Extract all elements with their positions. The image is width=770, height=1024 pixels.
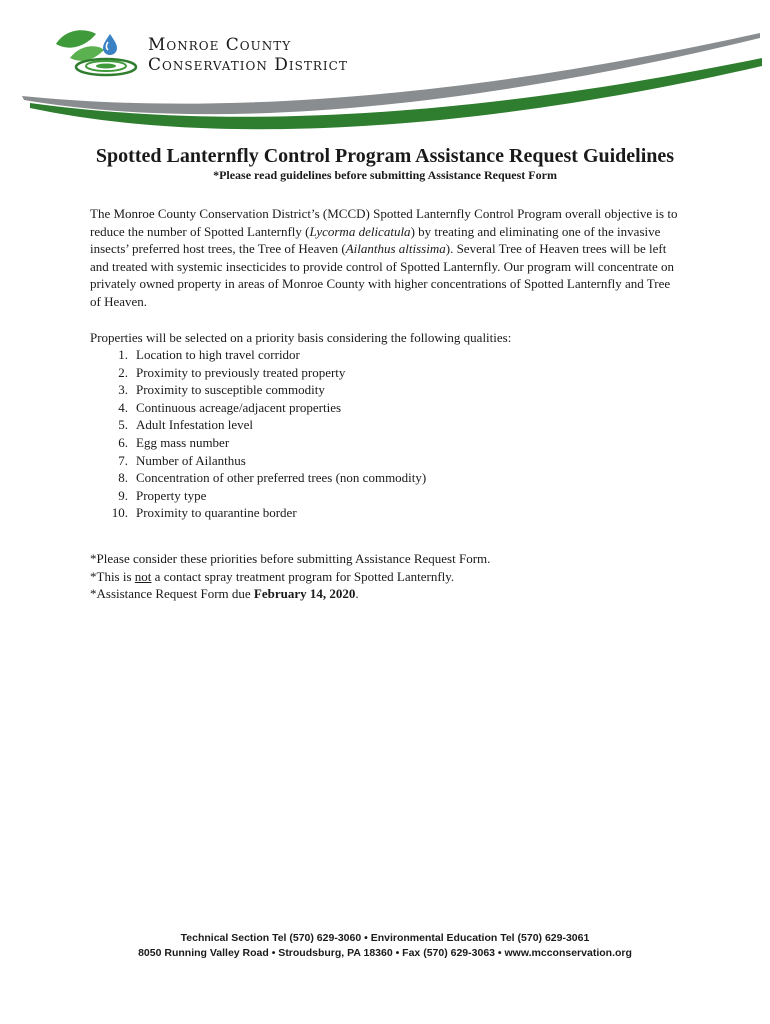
note-due-date: *Assistance Request Form due February 14, 2020. [90,586,359,602]
leaf-icon [56,30,96,47]
species-name-ailanthus: Ailanthus altissima [345,241,446,257]
list-item: 8. Concentration of other preferred trees (non commodity) [118,470,427,486]
intro-text-part3: ). Several Tree of Heaven trees will be left and treated with systemic insecticides to provide control of Spotted Lanternfly. Our program will concentrate on privately owned property in areas of Monroe County with higher concentrations of Spotted Lanternfly and Tree of Heaven. [90,241,674,309]
list-item: 2. Proximity to previously treated property [118,364,346,380]
note-priorities: *Please consider these priorities before submitting Assistance Request Form. [90,551,491,566]
page-subtitle: *Please read guidelines before submitting Assistance Request Form [213,168,557,182]
water-drop-icon [103,34,117,55]
footer-address-line: 8050 Running Valley Road • Stroudsburg, PA 18360 • Fax (570) 629-3063 • www.mcconservation.org [138,947,632,959]
list-item: 1. Location to high travel corridor [118,347,300,362]
intro-text-part1: The Monroe County Conservation District’s (MCCD) Spotted Lanternfly Control Program overall objective is to reduce the number of Spotted Lanternfly ( [90,206,678,239]
list-item: 5. Adult Infestation level [118,417,253,433]
letterhead [0,0,770,140]
org-name-line1: Monroe County [148,35,292,55]
note-not-contact-spray: *This is not a contact spray treatment program for Spotted Lanternfly. [90,568,455,584]
notes [90,550,680,603]
list-item: 10. Proximity to quarantine border [111,505,297,521]
priorities-intro: Properties will be selected on a priority basis considering the following qualities: [90,330,512,345]
list-item: 7. Number of Ailanthus [118,452,246,468]
gray-swoosh [22,33,760,114]
list-item: 3. Proximity to susceptible commodity [118,382,325,398]
list-item: 9. Property type [118,487,207,503]
page-title: Spotted Lanternfly Control Program Assistance Request Guidelines [95,145,675,167]
intro-text-part2: ) by treating and eliminating one of the invasive insects’ preferred host trees, the Tree of Heaven ( [90,223,661,257]
letterhead-graphic [0,0,770,140]
org-name-line2: Conservation District [148,55,348,75]
species-name-lanternfly: Lycorma delicatula [309,223,411,239]
priority-list [90,346,680,522]
footer-phone-line: Technical Section Tel (570) 629-3060 • Environmental Education Tel (570) 629-3061 [180,932,590,944]
intro-paragraph [90,205,680,311]
list-item: 4. Continuous acreage/adjacent properties [118,399,342,415]
due-date: February 14, 2020 [253,586,356,602]
list-item: 6. Egg mass number [118,434,230,450]
emphasis-not: not [134,568,152,584]
